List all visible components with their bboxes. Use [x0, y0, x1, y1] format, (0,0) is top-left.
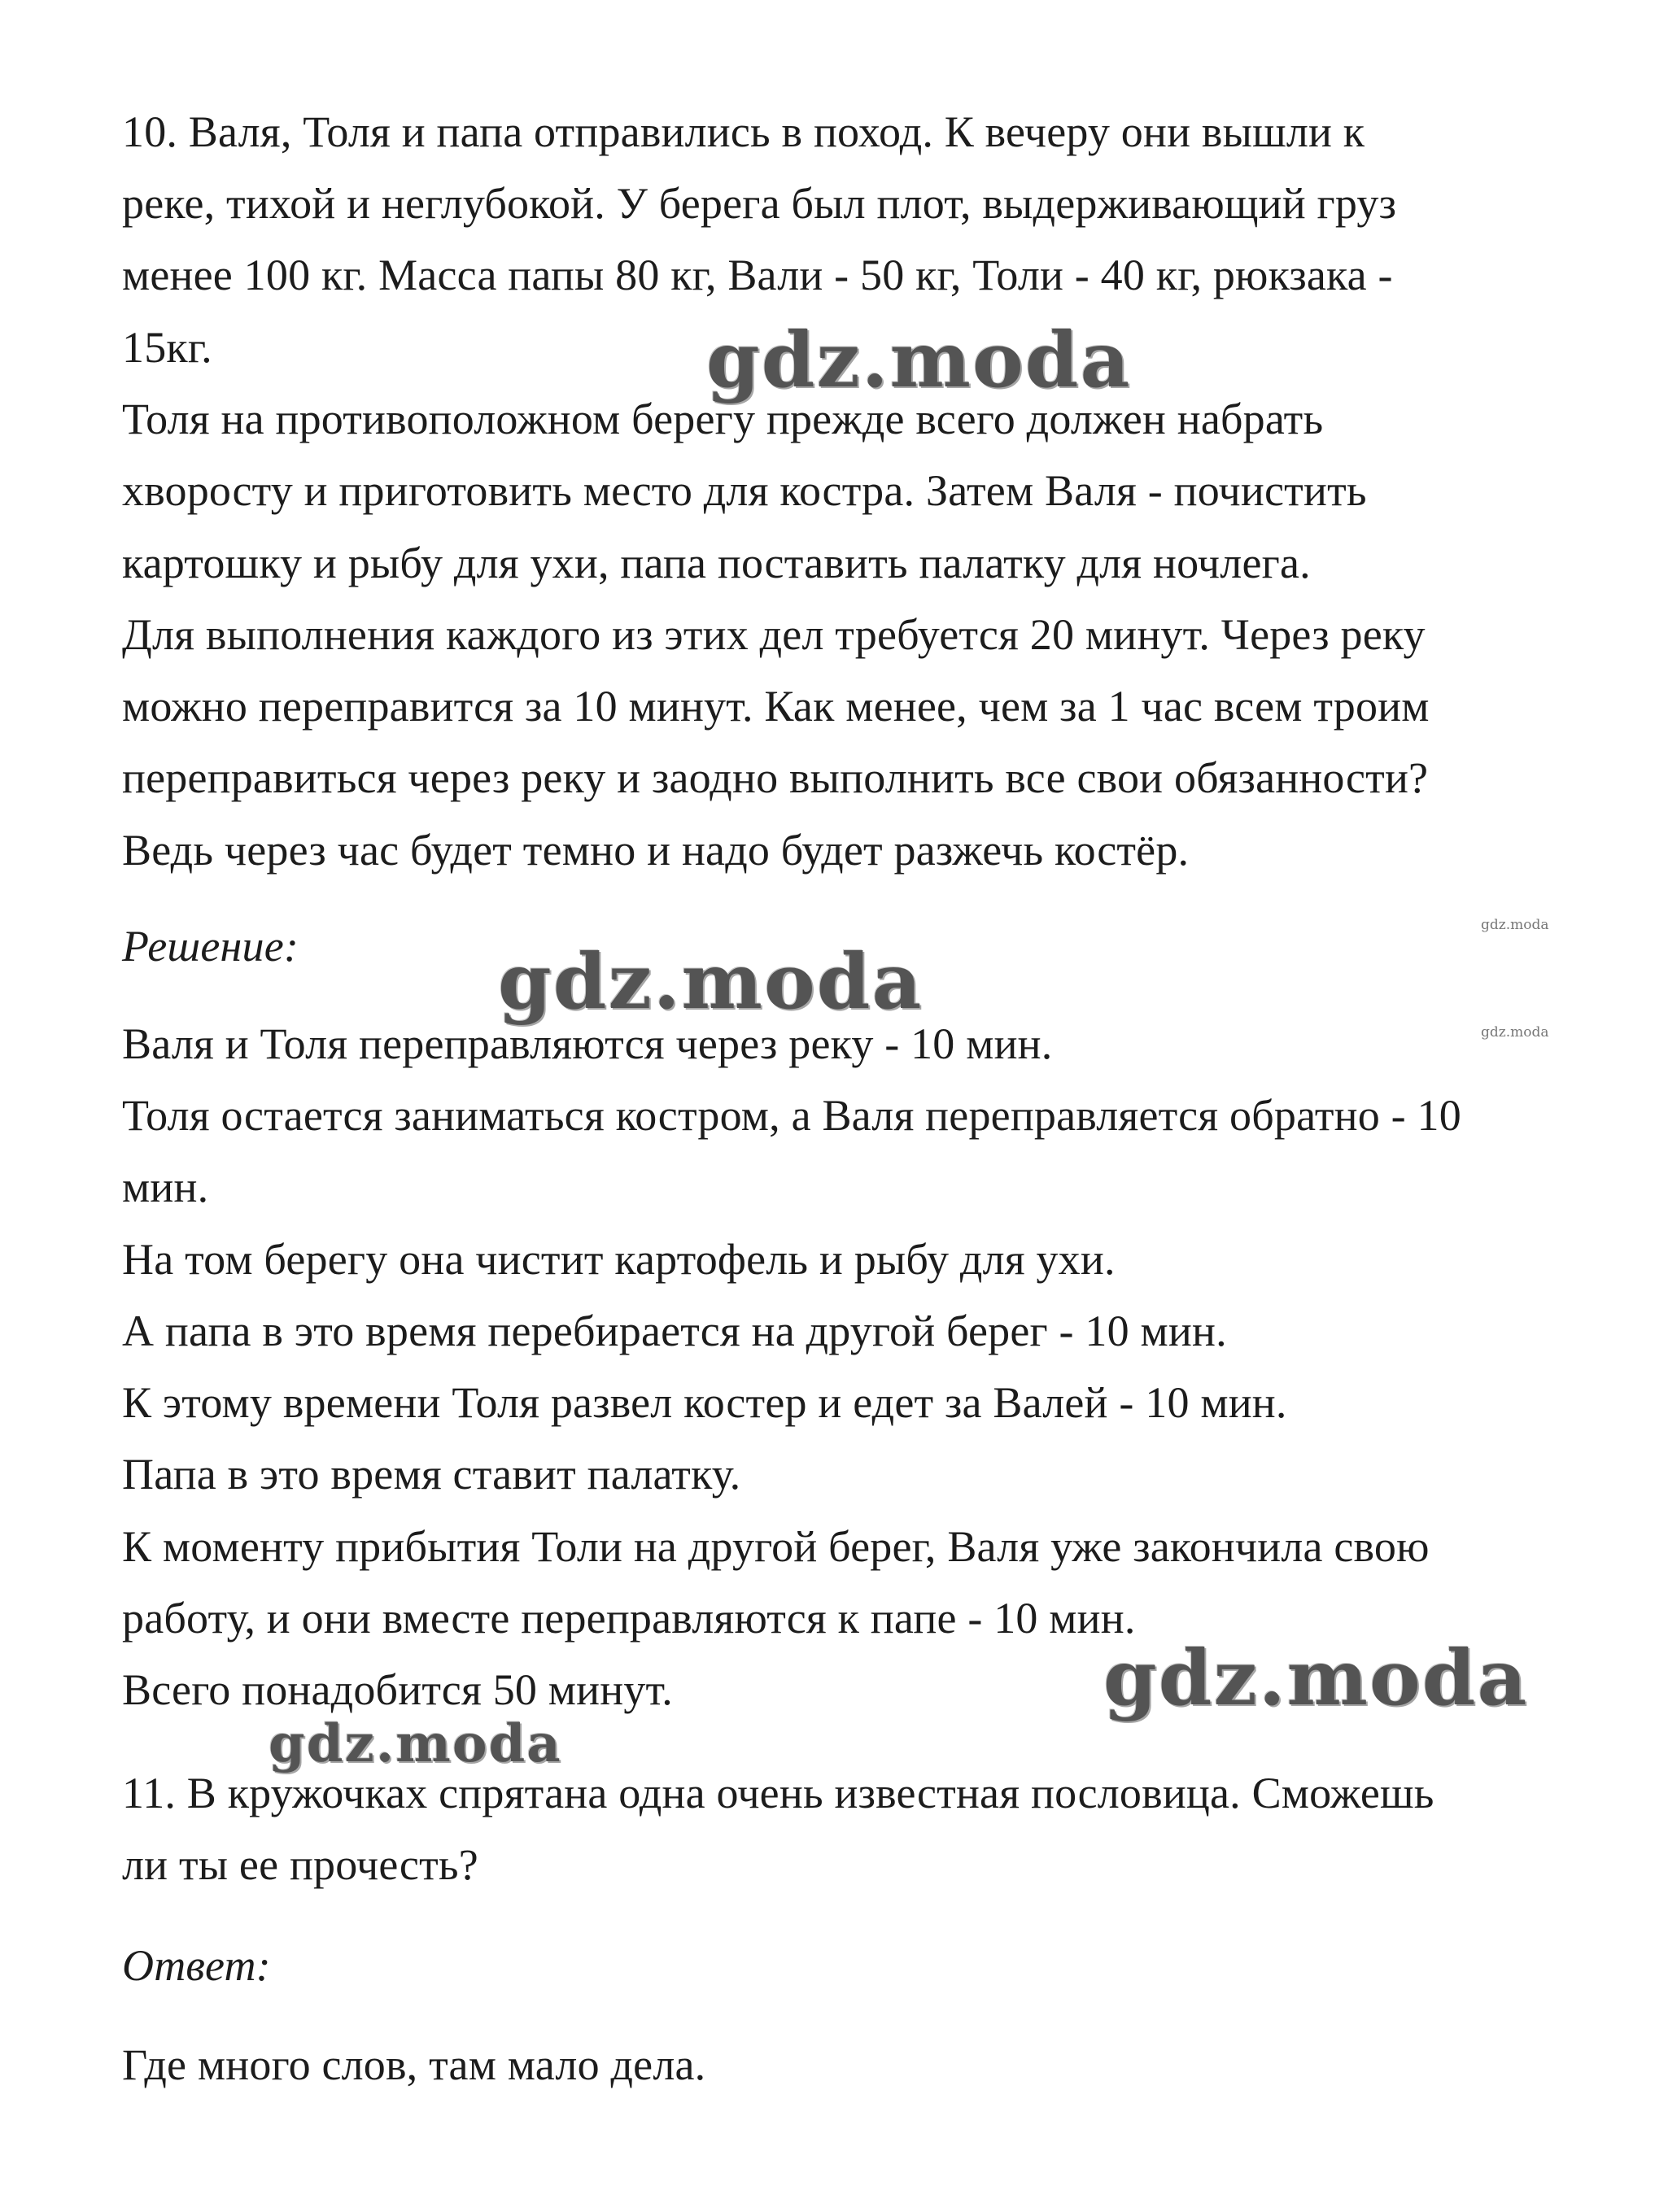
solution-line-4: На том берегу она чистит картофель и рыбу для ухи.	[122, 1235, 1116, 1284]
solution-line-8: К моменту прибытия Толи на другой берег, Валя уже закончила свою	[122, 1522, 1430, 1571]
solution-line-5: А папа в это время перебирается на другой берег - 10 мин.	[122, 1307, 1227, 1355]
watermark-small-1: gdz.moda	[1481, 917, 1549, 933]
problem-10-line-10: переправиться через реку и заодно выполнить все свои обязанности?	[122, 753, 1429, 802]
solution-line-6: К этому времени Толя развел костер и едет за Валей - 10 мин.	[122, 1378, 1287, 1427]
problem-10-line-5: Толя на противоположном берегу прежде всего должен набрать	[122, 395, 1324, 443]
watermark-logo-1: gdz.moda	[706, 316, 1132, 405]
solution-line-3: мин.	[122, 1163, 209, 1211]
problem-11-line-2: ли ты ее прочесть?	[122, 1840, 478, 1889]
solution-line-1: Валя и Толя переправляются через реку - 10 мин.	[122, 1019, 1053, 1068]
watermark-logo-4: gdz.moda	[269, 1713, 562, 1774]
solution-line-2: Толя остается заниматься костром, а Валя переправляется обратно - 10	[122, 1091, 1461, 1140]
problem-10-line-7: картошку и рыбу для ухи, папа поставить палатку для ночлега.	[122, 539, 1311, 587]
watermark-logo-3: gdz.moda	[1103, 1634, 1529, 1723]
watermark-small-2: gdz.moda	[1481, 1024, 1549, 1041]
solution-line-10: Всего понадобится 50 минут.	[122, 1665, 673, 1714]
problem-11-line-1: 11. В кружочках спрятана одна очень известная пословица. Сможешь	[122, 1769, 1434, 1817]
problem-10-line-11: Ведь через час будет темно и надо будет разжечь костёр.	[122, 826, 1190, 875]
solution-heading: Решение:	[122, 922, 299, 971]
problem-10-line-6: хворосту и приготовить место для костра. Затем Валя - почистить	[122, 466, 1367, 515]
problem-10-line-4: 15кг.	[122, 323, 212, 372]
watermark-logo-2: gdz.moda	[498, 937, 924, 1027]
answer-heading: Ответ:	[122, 1941, 271, 1990]
solution-line-9: работу, и они вместе переправляются к папе - 10 мин.	[122, 1594, 1136, 1643]
answer-text: Где много слов, там мало дела.	[122, 2040, 706, 2089]
problem-10-line-3: менее 100 кг. Масса папы 80 кг, Вали - 50 кг, Толи - 40 кг, рюкзака -	[122, 251, 1393, 299]
problem-10-line-1: 10. Валя, Толя и папа отправились в поход. К вечеру они вышли к	[122, 107, 1365, 156]
problem-10-line-9: можно переправится за 10 минут. Как менее, чем за 1 час всем троим	[122, 682, 1430, 731]
solution-line-7: Папа в это время ставит палатку.	[122, 1450, 741, 1499]
problem-10-line-2: реке, тихой и неглубокой. У берега был плот, выдерживающий груз	[122, 179, 1397, 228]
problem-10-line-8: Для выполнения каждого из этих дел требуется 20 минут. Через реку	[122, 610, 1426, 659]
